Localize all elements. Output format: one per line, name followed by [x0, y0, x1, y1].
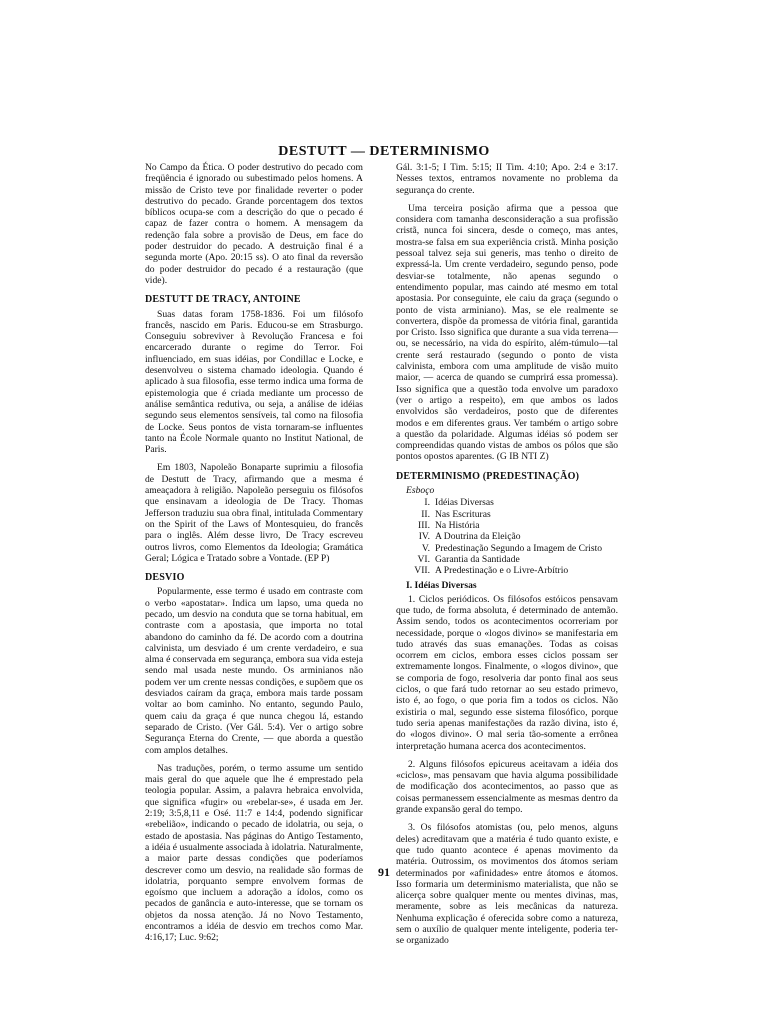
paragraph-atomistas: 3. Os filósofos atomistas (ou, pelo menos, alguns deles) acreditavam que a matéria é tudo quanto existe, e que tudo quanto acontece é apenas movimento da matéria. Outrossim, os movimentos dos átomos seriam determinados por «afinidades» entre átomos e átomos. Isso formaria um determinismo materialista, que não se alicerça sobre qualquer mente ou mentes divinas, mas, meramente, sobre as leis mecânicas da natureza. Nenhuma explicação é oferecida sobre como a natureza, sem o auxílio de qualquer mente inteligente, poderia ter-se organizado	[396, 822, 618, 947]
paragraph-etica: No Campo da Ética. O poder destrutivo do pecado com freqüência é ignorado ou subestimado pelos homens. A missão de Cristo teve por finalidade reverter o poder destrutivo do pecado. Grande porcentagem dos textos bíblicos ocupa-se com a descrição do que o pecado é capaz de fazer contra o homem. A mensagem da redenção fala sobre a provisão de Deus, em face do poder destruidor do pecado. A destruição final é a segunda morte (Apo. 20:15 ss). O ato final da reversão do poder destruidor do pecado é a restauração (que vide).	[145, 162, 363, 286]
outline-item: V. Predestinação Segundo a Imagem de Cristo	[421, 542, 603, 554]
entry-heading-desvio: DESVIO	[145, 572, 185, 584]
paragraph-epicureus: 2. Alguns filósofos epicureus aceitavam a idéia dos «ciclos», mas pensavam que havia alguma possibilidade de modificação dos acontecimentos, ao passo que as coisas permanessem essencialmente as mesmas dentro da grande expansão geral do tempo.	[396, 758, 618, 816]
section-heading-ideias: I. Idéias Diversas	[406, 580, 477, 592]
left-column	[145, 162, 363, 951]
paragraph-continuation: Gál. 3:1-5; I Tim. 5:15; II Tim. 4:10; Apo. 2:4 e 3:17. Nesses textos, entramos novamente no problema da segurança do crente.	[396, 162, 618, 196]
outline-item: III. Na História	[418, 519, 480, 531]
paragraph-terceira-posicao: Uma terceira posição afirma que a pessoa que considera com tamanha desconsideração a sua profissão cristã, nunca foi sincera, desde o começo, mas antes, mostra-se falsa em sua experiência cristã. Minha posição pessoal talvez seja sui generis, mas tenho o direito de expressá-la. Um crente verdadeiro, segundo penso, pode desviar-se totalmente, não apenas segundo o entendimento popular, mas caindo até mesmo em total apostasia. Por conseguinte, ele caiu da graça (segundo o ponto de vista arminiano). Mas, se ele realmente se convertera, dispõe da promessa de vitória final, garantida por Cristo. Isso significa que durante a sua vida terrena—ou, se necessário, na vida do espírito, além-túmulo—tal crente será restaurado (segundo o ponto de vista calvinista, embora com uma amplitude de visão muito maior, — acerca de quando se cumprirá essa promessa). Isso significa que a questão toda envolve um paradoxo (ver o artigo a respeito), em que ambos os lados envolvidos são verdadeiros, posto que de diferentes modos e em diferentes graus. Ver também o artigo sobre a questão da polaridade. Algumas idéias só podem ser compreendidas quando vistas de ambos os pólos que são pontos opostos aparentes. (G IB NTI Z)	[396, 202, 618, 463]
entry-heading-determinismo: DETERMINISMO (PREDESTINAÇÃO)	[396, 470, 580, 482]
outline-list	[396, 497, 618, 576]
running-head: DESTUTT — DETERMINISMO	[278, 144, 490, 159]
paragraph-ciclos: 1. Ciclos periódicos. Os filósofos estóicos pensavam que tudo, de forma absoluta, é determinado de antemão. Assim sendo, todos os acontecimentos ocorreriam por necessidade, porque o «logos divino» se manifestaria em tudo através das suas emanações. Todas as coisas ocorrem em ciclos, embora esses ciclos possam ser extremamente longos. Finalmente, o «logos divino», que se comporia de fogo, resolveria dar ponto final aos seus ciclos, o que fará tudo retornar ao seu estado primevo, isto é, ao fogo, o que poria fim a todos os ciclos. Não existiria o mal, segundo esse sistema filosófico, porque tudo seria apenas manifestações da razão divina, isto é, do «logos divino». O mal seria tão-somente a errônea interpretação humana acerca dos acontecimentos.	[396, 593, 618, 752]
outline-title: Esboço	[406, 485, 435, 497]
outline-item: VII. A Predestinação e o Livre-Arbítrio	[414, 565, 569, 577]
outline-item: I. Idéias Diversas	[424, 497, 494, 509]
paragraph-destutt-2: Em 1803, Napoleão Bonaparte suprimiu a filosofia de Destutt de Tracy, afirmando que a mesma é ameaçadora à religião. Napoleão perseguiu os filósofos que ensinavam a ideologia de De Tracy. Thomas Jefferson traduziu sua obra final, intitulada Commentary on the Spirit of the Laws of Montesquieu, do francês para o inglês. Além desse livro, De Tracy escreveu outros livros, como Elementos da Ideologia; Gramática Geral; Lógica e Tratado sobre a Vontade. (EP P)	[145, 462, 363, 564]
page-number: 91	[378, 865, 390, 879]
right-column	[396, 162, 618, 954]
outline-item: VI. Garantia da Santidade	[417, 553, 520, 565]
outline-item: II. Nas Escrituras	[421, 508, 491, 520]
paragraph-destutt-1: Suas datas foram 1758-1836. Foi um filósofo francês, nascido em Paris. Educou-se em Strasburgo. Conseguiu sobreviver à Revolução Francesa e foi encarcerado durante o regime do Terror. Foi influenciado, em suas idéias, por Condillac e Locke, e desenvolveu o sistema chamado ideologia. Quando é aplicado à sua filosofia, esse termo indica uma forma de epistemologia que é criada mediante um processo de análise semântica redutiva, ou seja, a análise de idéias segundo seus elementos sensíveis, tal como na filosofia de Locke. Seus pontos de vista tornaram-se influentes tanto na École Normale quanto no Institut National, de Paris.	[145, 308, 363, 456]
entry-heading-destutt: DESTUTT DE TRACY, ANTOINE	[145, 294, 301, 306]
paragraph-desvio-1: Popularmente, esse termo é usado em contraste com o verbo «apostatar». Indica um lapso, uma queda no pecado, um desvio na conduta que se torna habitual, em contraste com a apostasia, que importa no total abandono do caminho da fé. De acordo com a doutrina calvinista, um desviado é um crente verdadeiro, e sua alma é conservada em segurança, embora sua vida esteja sendo mal usada neste mundo. Os arminianos não podem ver um crente nessas condições, e supõem que os desviados caíram da graça, embora mais tarde possam voltar ao bom caminho. No entanto, segundo Paulo, quem caiu da graça é que nunca chegou lá, estando separado de Cristo. (Ver Gál. 5:4). Ver o artigo sobre Segurança Eterna do Crente, — que aborda a questão com amplos detalhes.	[145, 586, 363, 756]
paragraph-desvio-2: Nas traduções, porém, o termo assume um sentido mais geral do que aquele que lhe é emprestado pela teologia popular. Assim, a palavra hebraica envolvida, que significa «fugir» ou «rebelar-se», é usada em Jer. 2:19; 3:5,8,11 e Osé. 11:7 e 14:4, podendo significar «rebelião», indicando o pecado de idolatria, ou seja, o estado de apostasia. Nas páginas do Antigo Testamento, a idéia é usualmente associada à idolatria. Naturalmente, a maior parte dessas condições que poderíamos descrever como um desvio, na realidade são formas de idolatria, porquanto sempre envolvem formas de egoísmo que incluem a adoração a ídolos, como os pecados de ganância e auto-interesse, que se tornam os objetos da nossa atenção. Já no Novo Testamento, encontramos a idéia de desvio em trechos como Mar. 4:16,17; Luc. 9:62;	[145, 762, 363, 944]
outline-item: IV. A Doutrina da Eleição	[418, 531, 521, 543]
